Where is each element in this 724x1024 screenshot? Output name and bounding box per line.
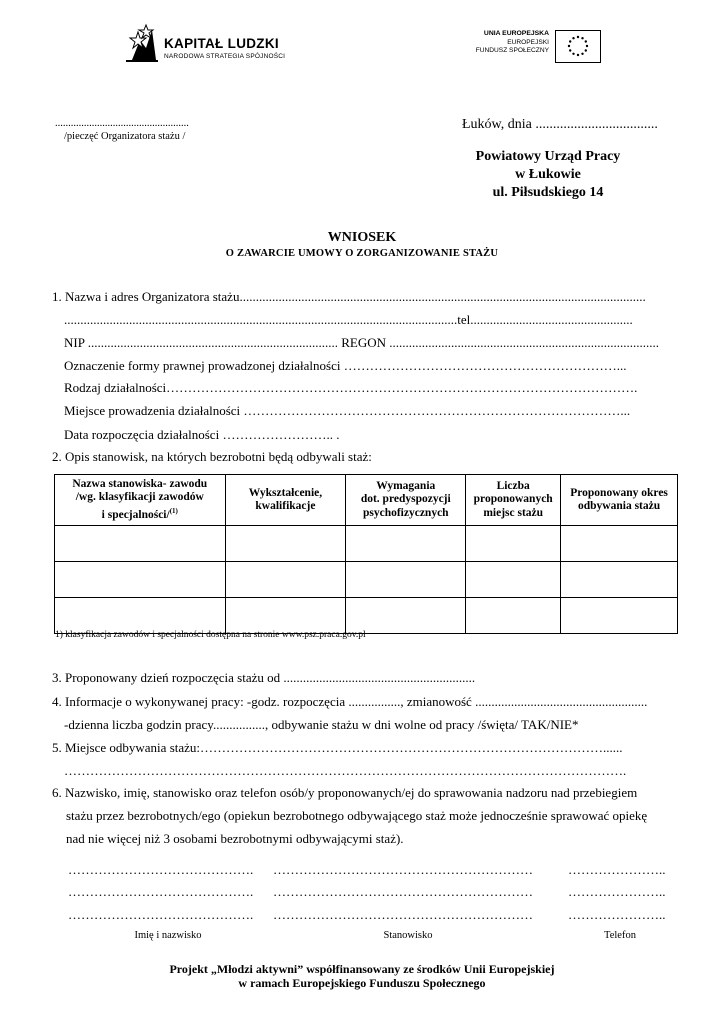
- table-row: [55, 598, 678, 634]
- supervisor-phone-field[interactable]: …………………..: [568, 884, 666, 899]
- supervisor-position-field[interactable]: ……………………………………………………: [273, 862, 533, 877]
- col-count-line1: Liczba: [496, 479, 530, 492]
- table-cell[interactable]: [561, 562, 678, 598]
- table-cell[interactable]: [346, 526, 466, 562]
- positions-table: [54, 474, 678, 634]
- table-footnote: 1) klasyfikacja zawodów i specjalności dostępna na stronie www.psz.praca.gov.pl: [55, 630, 366, 640]
- nip-regon-field[interactable]: NIP ............................................................................. REGON ...................................................................................: [64, 335, 659, 350]
- label-phone: Telefon: [604, 930, 636, 941]
- eu-logo: [465, 30, 605, 70]
- col-count: [466, 475, 561, 526]
- col-education-line1: Wykształcenie,: [248, 486, 323, 499]
- col-requirements-line1: Wymagania: [376, 479, 436, 492]
- col-period: [561, 475, 678, 526]
- col-education: [225, 475, 346, 526]
- document-title: WNIOSEK: [327, 230, 397, 245]
- internship-place-field[interactable]: 5. Miejsce odbywania stażu:…………………………………………………………………………………......: [52, 740, 623, 755]
- table-cell[interactable]: [55, 526, 226, 562]
- activity-start-field[interactable]: Data rozpoczęcia działalności …………………….. .: [64, 427, 340, 442]
- eu-logo-line1: UNIA EUROPEJSKA: [483, 30, 549, 37]
- table-cell[interactable]: [225, 526, 346, 562]
- kapital-ludzki-title: KAPITAŁ LUDZKI: [164, 36, 279, 51]
- footer-line2: w ramach Europejskiego Funduszu Społecznego: [238, 976, 486, 990]
- table-cell[interactable]: [346, 598, 466, 634]
- eu-flag-icon: [555, 30, 601, 63]
- supervisor-phone-field[interactable]: …………………..: [568, 907, 666, 922]
- organizer-name-field[interactable]: 1. Nazwa i adres Organizatora stażu.............................................................................................................................: [52, 289, 646, 304]
- table-header-row: [55, 475, 678, 526]
- place-date: Łuków, dnia ...................................: [462, 117, 658, 132]
- table-cell[interactable]: [55, 598, 226, 634]
- supervisor-section-line2: stażu przez bezrobotnych/ego (opiekun bezrobotnego odbywającego staż może jednocześnie sprawować opiekę: [66, 808, 648, 823]
- col-period-line2: odbywania stażu: [578, 500, 661, 512]
- col-period-line1: Proponowany okres: [570, 486, 668, 499]
- stamp-label: /pieczęć Organizatora stażu /: [64, 131, 186, 142]
- kapital-ludzki-logo-icon: [122, 22, 162, 66]
- col-count-line3: miejsc stażu: [483, 506, 544, 519]
- col-position-line2: /wg. klasyfikacji zawodów: [75, 491, 204, 504]
- table-cell[interactable]: [346, 562, 466, 598]
- addressee-line1: Powiatowy Urząd Pracy: [475, 149, 621, 164]
- stamp-dots: ...................................................: [55, 118, 189, 129]
- internship-place-field-2[interactable]: ………………………………………………………………………………………………………………….: [64, 763, 627, 778]
- supervisor-name-field[interactable]: …………………………………….: [68, 862, 254, 877]
- start-date-field[interactable]: 3. Proponowany dzień rozpoczęcia stażu od ...........................................................: [52, 670, 476, 685]
- col-count-line2: proponowanych: [473, 493, 553, 506]
- daily-hours-field[interactable]: -dzienna liczba godzin pracy................, odbywanie stażu w dni wolne od pracy /święta/ TAK/NIE*: [64, 717, 579, 732]
- label-name: Imię i nazwisko: [134, 930, 202, 941]
- supervisor-name-field[interactable]: …………………………………….: [68, 907, 254, 922]
- eu-logo-line3: FUNDUSZ SPOŁECZNY: [475, 47, 549, 54]
- addressee-line2: w Łukowie: [515, 167, 581, 182]
- table-cell[interactable]: [561, 526, 678, 562]
- addressee: [458, 148, 638, 202]
- table-cell[interactable]: [561, 598, 678, 634]
- section2-label: 2. Opis stanowisk, na których bezrobotni będą odbywali staż:: [52, 449, 372, 464]
- table-row: [55, 562, 678, 598]
- legal-form-field[interactable]: Oznaczenie formy prawnej prowadzonej działalności ………………………………………………………...: [64, 358, 627, 373]
- col-position: [55, 475, 226, 526]
- addressee-line3: ul. Piłsudskiego 14: [492, 185, 604, 200]
- eu-logo-text: [465, 30, 549, 56]
- organizer-address-phone-field[interactable]: .........................................................................................................................tel..................................................: [64, 312, 633, 327]
- kapital-ludzki-subtitle: NARODOWA STRATEGIA SPÓJNOŚCI: [164, 53, 286, 60]
- col-requirements-line2: dot. predyspozycji: [360, 493, 451, 506]
- col-education-line2: kwalifikacje: [255, 500, 316, 512]
- table-cell[interactable]: [55, 562, 226, 598]
- document-subtitle: O ZAWARCIE UMOWY O ZORGANIZOWANIE STAŻU: [225, 248, 499, 259]
- table-cell[interactable]: [225, 562, 346, 598]
- work-info-field[interactable]: 4. Informacje o wykonywanej pracy: -godz. rozpoczęcia ................, zmianowość .....................................................: [52, 694, 648, 709]
- col-position-line1: Nazwa stanowiska- zawodu: [72, 477, 208, 490]
- supervisor-name-field[interactable]: …………………………………….: [68, 884, 254, 899]
- activity-place-field[interactable]: Miejsce prowadzenia działalności ……………………………………………………………………………...: [64, 403, 631, 418]
- table-row: [55, 526, 678, 562]
- col-requirements: [346, 475, 466, 526]
- supervisor-section-line3: nad nie więcej niż 3 osobami bezrobotnymi odbywającymi staż).: [66, 831, 404, 846]
- supervisor-position-field[interactable]: ……………………………………………………: [273, 907, 533, 922]
- footnote-marker: (1): [169, 506, 178, 515]
- footer-line1: Projekt „Młodzi aktywni” współfinansowany ze środków Unii Europejskiej: [169, 962, 555, 976]
- supervisor-position-field[interactable]: ……………………………………………………: [273, 884, 533, 899]
- kapital-ludzki-logo: [122, 22, 292, 70]
- table-cell[interactable]: [466, 562, 561, 598]
- table-cell[interactable]: [225, 598, 346, 634]
- col-position-line3-text: i specjalności/: [101, 508, 170, 521]
- supervisor-section-line1: 6. Nazwisko, imię, stanowisko oraz telefon osób/y proponowanych/ej do sprawowania nadzoru nad przebiegiem: [52, 785, 638, 800]
- table-cell[interactable]: [466, 526, 561, 562]
- supervisor-phone-field[interactable]: …………………..: [568, 862, 666, 877]
- col-position-line3: [58, 505, 222, 522]
- col-requirements-line3: psychofizycznych: [362, 506, 449, 519]
- label-position: Stanowisko: [383, 930, 433, 941]
- table-cell[interactable]: [466, 598, 561, 634]
- eu-logo-line2: EUROPEJSKI: [507, 38, 549, 46]
- activity-type-field[interactable]: Rodzaj działalności……………………………………………………………………………………………….: [64, 380, 638, 395]
